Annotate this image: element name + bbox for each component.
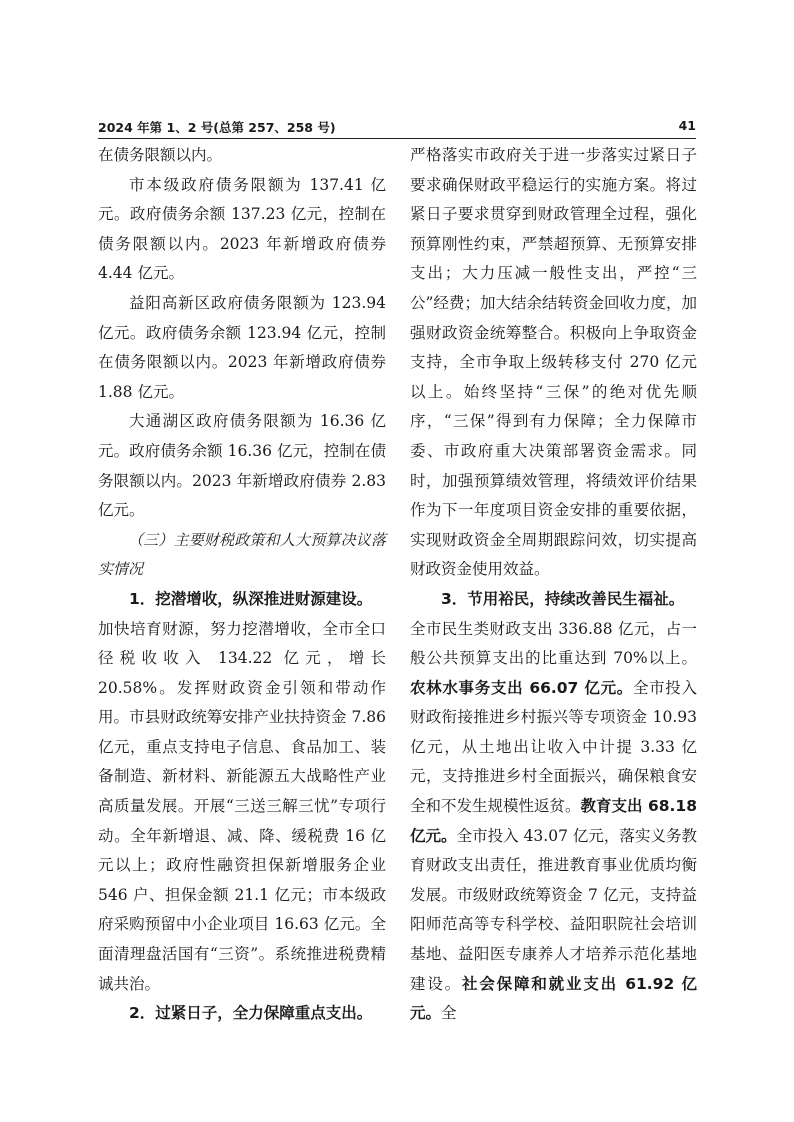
paragraph: 在债务限额以内。 bbox=[98, 146, 223, 164]
issue-label: 2024 年第 1、2 号(总第 257、258 号) bbox=[98, 120, 336, 135]
bold-run: 社会保障和就业支出 61.92 亿元。 bbox=[410, 974, 697, 1023]
paragraph: 严格落实市政府关于进一步落实过紧日子要求确保财政平稳运行的实施方案。将过紧日子要求贯穿到财政管理全过程，强化预算刚性约束，严禁超预算、无预算安排支出；大力压减一般性支出，严控“三公”经费；加大结余结转资金回收力度，加强财政资金统筹整合。积极向上争取资金支持，全市争取上级转移支付 270 亿元以上。始终坚持“三保”的绝对优先顺序，“三保”得到有力保障；全力保障市委、市政府重大决策部署资金需求。同时，加强预算绩效管理，将绩效评价结果作为下一年度项目资金安排的重要依据，实现财政资金全周期跟踪问效，切实提高财政资金使用效益。 bbox=[410, 146, 697, 579]
paragraph: 加快培育财源，努力挖潜增收，全市全口径税收收入 134.22 亿元，增长 20.58%。发挥财政资金引领和带动作用。市县财政统筹安排产业扶持资金 7.86 亿元，重点支持电子信息、食品加工、装备制造、新材料、新能源五大战略性产业高质量发展。开展“三送三解三忧”专项行动。全年新增退、减、降、缓税费 16 亿元以上；政府性融资担保新增服务企业 546 户、担保金额 21.1 亿元；市本级政府采购预留中小企业项目 16.63 亿元。全面清理盘活国有“三资”。系统推进税费精诚共治。 bbox=[98, 619, 386, 993]
subheading: 1．挖潜增收，纵深推进财源建设。 bbox=[129, 589, 373, 608]
paragraph: 大通湖区政府债务限额为 16.36 亿元。政府债务余额 16.36 亿元，控制在债务限额以内。2023 年新增政府债券 2.83 亿元。 bbox=[98, 412, 386, 520]
subheading: 2．过紧日子，全力保障重点支出。 bbox=[129, 1004, 373, 1023]
section-heading: （三）主要财税政策和人大预算决议落实情况 bbox=[98, 530, 386, 579]
text-run: 全市民生类财政支出 336.88 亿元，占一般公共预算支出的比重达到 70%以上。 bbox=[410, 619, 697, 668]
text-run: 全 bbox=[441, 1004, 457, 1023]
paragraph: 益阳高新区政府债务限额为 123.94 亿元。政府债务余额 123.94 亿元，控制在债务限额以内。2023 年新增政府债券 1.88 亿元。 bbox=[98, 293, 386, 401]
right-column bbox=[410, 141, 697, 1029]
paragraph: 市本级政府债务限额为 137.41 亿元。政府债务余额 137.23 亿元，控制在债务限额以内。2023 年新增政府债券 4.44 亿元。 bbox=[98, 175, 386, 283]
left-column bbox=[98, 141, 386, 1029]
subheading: 3．节用裕民，持续改善民生福祉。 bbox=[441, 589, 685, 608]
text-run: 全市投入 43.07 亿元，落实义务教育财政支出责任，推进教育事业优质均衡发展。市级财政统筹资金 7 亿元，支持益阳师范高等专科学校、益阳职院社会培训基地、益阳医专康养人才培养示范化基地建设。 bbox=[410, 826, 697, 993]
paragraph bbox=[410, 615, 697, 1029]
page-header bbox=[98, 116, 696, 139]
bold-run: 教育支出 68.18 亿元。 bbox=[410, 797, 697, 845]
page-number: 41 bbox=[678, 118, 696, 133]
text-run: 全市投入财政衔接推进乡村振兴等专项资金 10.93 亿元，从土地出让收入中计提 3.33 亿元，支持推进乡村全面振兴，确保粮食安全和不发生规模性返贫。 bbox=[410, 678, 697, 816]
bold-run: 农林水事务支出 66.07 亿元。 bbox=[410, 678, 633, 697]
